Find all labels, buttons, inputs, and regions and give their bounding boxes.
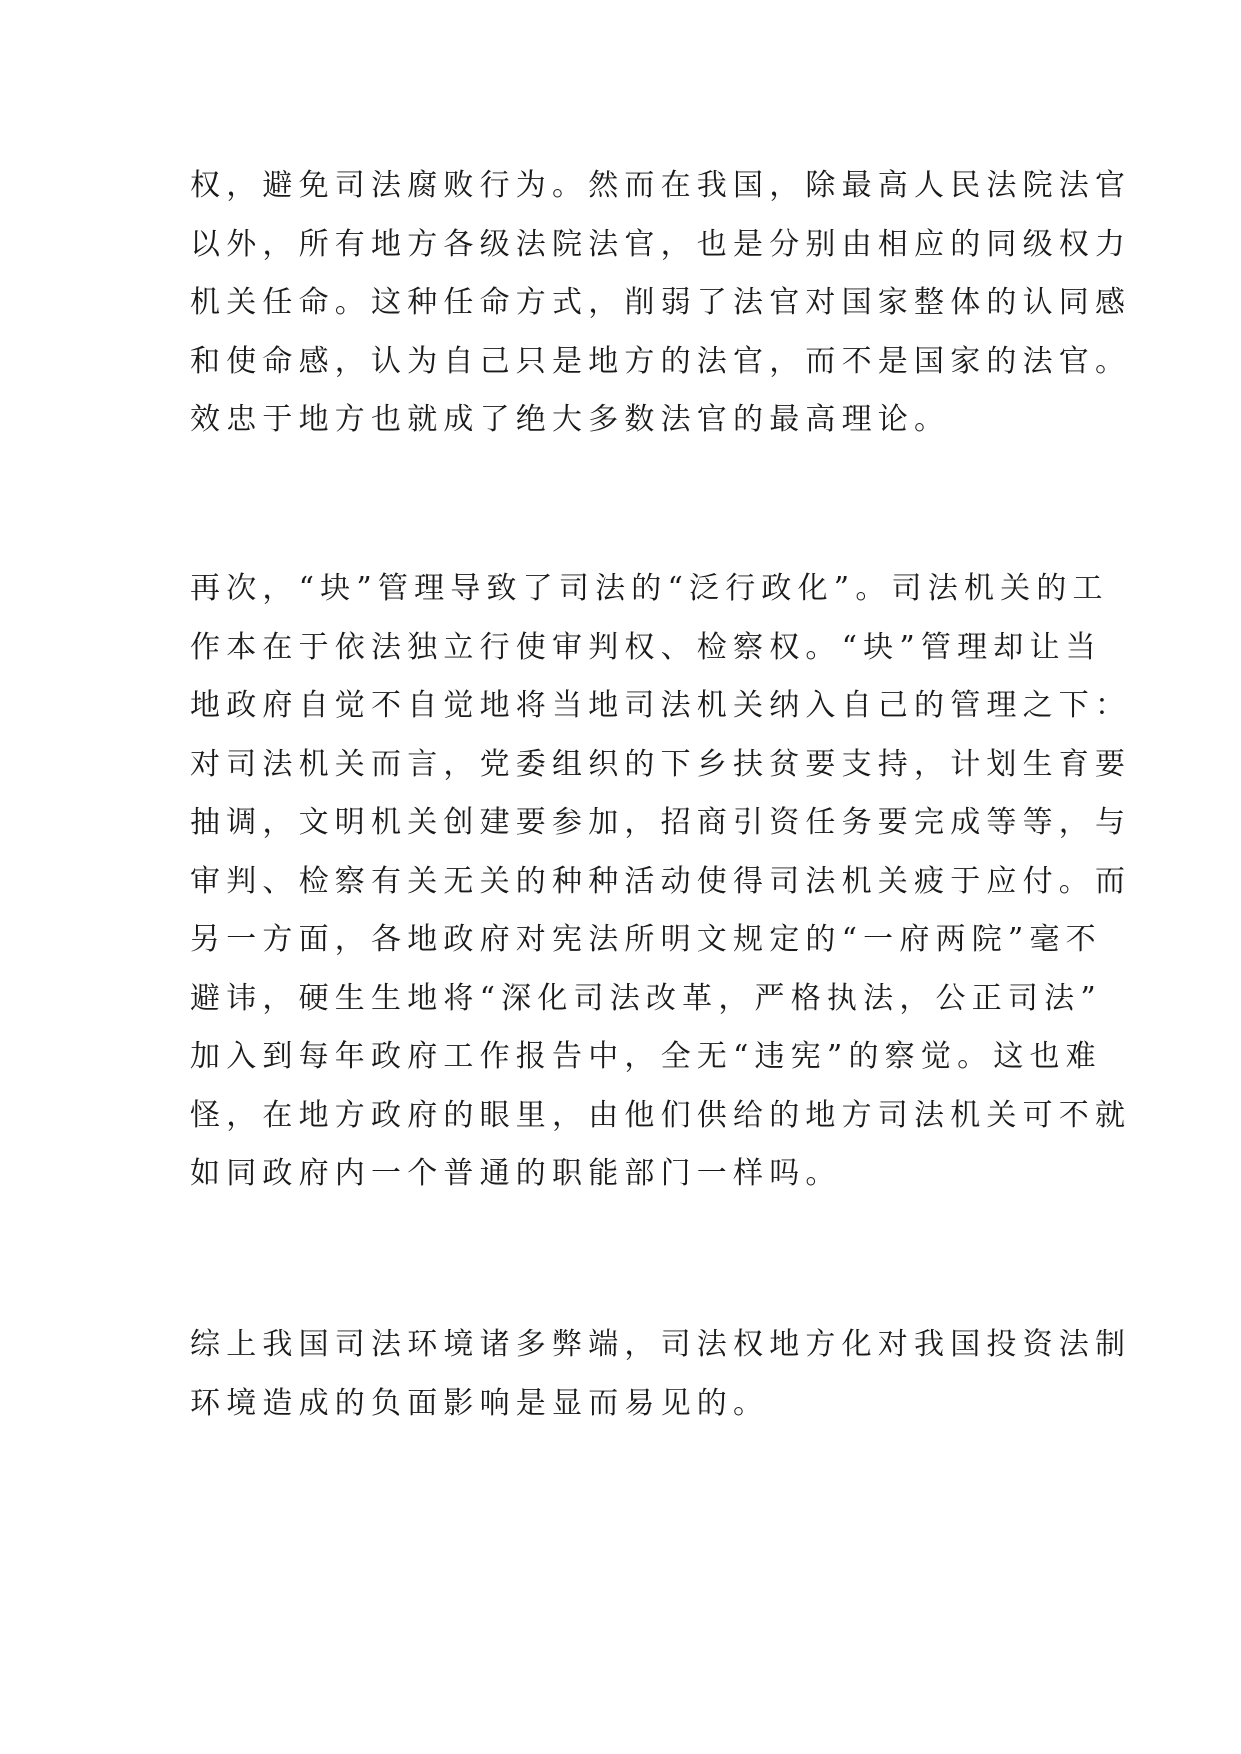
text-line: 再次，“块”管理导致了司法的“泛行政化”。司法机关的工 [190, 571, 1109, 606]
text-line: 怪，在地方政府的眼里，由他们供给的地方司法机关可不就 [190, 1097, 1132, 1133]
text-line: 作本在于依法独立行使审判权、检察权。“块”管理却让当 [190, 629, 1102, 665]
text-line: 对司法机关而言，党委组织的下乡扶贫要支持，计划生育要 [190, 746, 1132, 782]
text-line: 以外，所有地方各级法院法官，也是分别由相应的同级权力 [190, 226, 1132, 262]
text-line: 和使命感，认为自己只是地方的法官，而不是国家的法官。 [190, 343, 1132, 379]
text-line: 抽调，文明机关创建要参加，招商引资任务要完成等等，与 [190, 805, 1132, 840]
paragraph-1 [190, 157, 1132, 450]
text-line: 权，避免司法腐败行为。然而在我国，除最高人民法院法官 [190, 168, 1132, 203]
text-line: 加入到每年政府工作报告中，全无“违宪”的察觉。这也难 [190, 1039, 1102, 1074]
text-line: 综上我国司法环境诸多弊端，司法权地方化对我国投资法制 [190, 1327, 1132, 1362]
text-line: 效忠于地方也就成了绝大多数法官的最高理论。 [190, 402, 951, 437]
paragraph-2 [190, 560, 1132, 1204]
text-line: 地政府自觉不自觉地将当地司法机关纳入自己的管理之下： [190, 688, 1132, 723]
text-line: 如同政府内一个普通的职能部门一样吗。 [190, 1156, 842, 1191]
text-line: 另一方面，各地政府对宪法所明文规定的“一府两院”毫不 [190, 922, 1102, 957]
text-line: 审判、检察有关无关的种种活动使得司法机关疲于应付。而 [190, 863, 1132, 899]
paragraph-3 [190, 1316, 1132, 1433]
text-line: 避讳，硬生生地将“深化司法改革，严格执法，公正司法” [190, 980, 1102, 1016]
text-line: 机关任命。这种任命方式，削弱了法官对国家整体的认同感 [190, 285, 1132, 320]
text-line: 环境造成的负面影响是显而易见的。 [190, 1385, 770, 1421]
